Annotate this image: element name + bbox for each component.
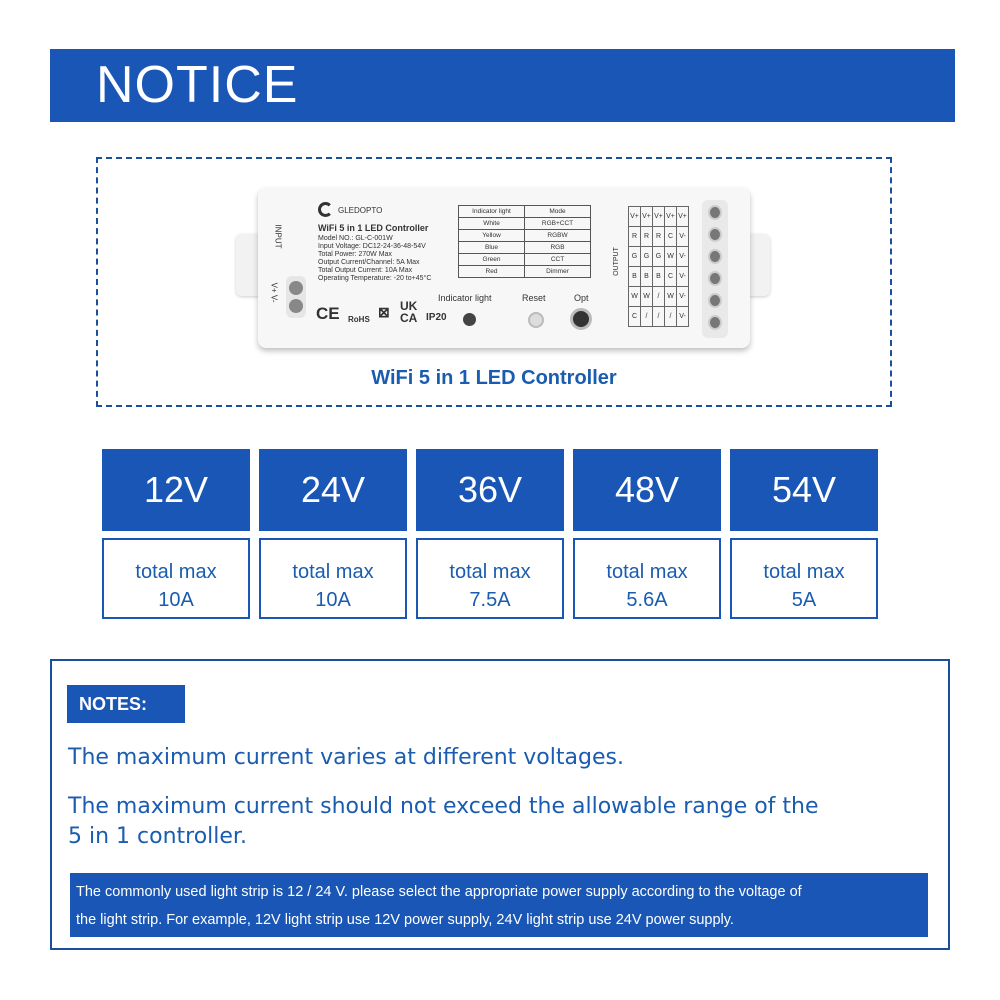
device-spec: Output Current/Channel: 5A Max [318, 259, 420, 266]
current-label: total max [292, 561, 374, 583]
device-spec: Total Output Current: 10A Max [318, 267, 413, 274]
output-cell: W [641, 287, 653, 307]
mode-table-cell: Blue [459, 242, 525, 254]
output-cell: V+ [677, 207, 689, 227]
output-cell: R [653, 227, 665, 247]
input-label: INPUT [273, 224, 283, 249]
device-spec: Model NO.: GL-C-001W [318, 235, 393, 242]
note-line: The maximum current varies at different voltages. [68, 745, 624, 770]
current-label: total max [606, 561, 688, 583]
output-cell: V- [677, 247, 689, 267]
mode-table-cell: RGBW [525, 230, 591, 242]
input-terminal [286, 276, 306, 318]
output-cell: R [641, 227, 653, 247]
output-cell: C [665, 267, 677, 287]
output-cell: W [629, 287, 641, 307]
output-cell: / [641, 307, 653, 327]
output-cell: G [629, 247, 641, 267]
output-cell: R [629, 227, 641, 247]
terminal-screw-icon [708, 205, 722, 220]
terminal-screw-icon [708, 249, 722, 264]
output-cell: B [653, 267, 665, 287]
notes-badge: NOTES: [67, 685, 185, 723]
mode-table-cell: Green [459, 254, 525, 266]
output-cell: G [641, 247, 653, 267]
product-frame [96, 157, 892, 407]
current-value: 7.5A [469, 589, 511, 611]
mode-table-cell: RGB+CCT [525, 218, 591, 230]
device-spec: Operating Temperature: -20 to+45°C [318, 275, 432, 282]
mode-table-cell: Red [459, 266, 525, 278]
voltage-label: 36V [416, 449, 564, 531]
voltage-card [102, 449, 250, 619]
output-cell: C [665, 227, 677, 247]
product-caption: WiFi 5 in 1 LED Controller [371, 367, 617, 389]
output-cell: B [641, 267, 653, 287]
current-box [730, 538, 878, 619]
terminal-screw-icon [708, 293, 722, 308]
mode-table [458, 205, 591, 278]
note-band-line: the light strip. For example, 12V light strip use 12V power supply, 24V light strip use 24V power supply. [76, 912, 734, 928]
reset-button [528, 312, 544, 328]
output-cell: W [665, 287, 677, 307]
terminal-screw-icon [708, 315, 722, 330]
voltage-label: 24V [259, 449, 407, 531]
current-box [416, 538, 564, 619]
output-cell: G [653, 247, 665, 267]
mode-table-cell: Yellow [459, 230, 525, 242]
mode-table-cell: CCT [525, 254, 591, 266]
terminal-screw-icon [289, 281, 303, 295]
indicator-light [463, 313, 476, 326]
led-controller-device [258, 188, 750, 348]
note-band-line: The commonly used light strip is 12 / 24 V. please select the appropriate power supply according to the voltage of [76, 884, 802, 900]
output-cell: V- [677, 287, 689, 307]
ukca-mark-bottom: CA [400, 311, 418, 325]
ce-mark-icon: CE [316, 304, 340, 323]
indicator-light-label: Indicator light [438, 293, 492, 303]
mode-table-header: Indicator light [459, 206, 525, 218]
terminal-screw-icon [708, 227, 722, 242]
device-spec: Total Power: 270W Max [318, 251, 392, 258]
notice-title: NOTICE [96, 56, 299, 114]
mode-table-cell: RGB [525, 242, 591, 254]
output-cell: V- [677, 267, 689, 287]
opt-label: Opt [574, 293, 589, 303]
mode-table-cell: White [459, 218, 525, 230]
ip-rating: IP20 [426, 312, 447, 323]
voltage-label: 54V [730, 449, 878, 531]
output-cell: V+ [665, 207, 677, 227]
terminal-screw-icon [708, 271, 722, 286]
output-cell: C [629, 307, 641, 327]
voltage-card [573, 449, 721, 619]
note-line: 5 in 1 controller. [68, 824, 247, 849]
voltage-label: 12V [102, 449, 250, 531]
mode-table-header: Mode [525, 206, 591, 218]
current-value: 5.6A [626, 589, 668, 611]
device-name: WiFi 5 in 1 LED Controller [318, 223, 429, 233]
output-grid [628, 206, 689, 327]
current-label: total max [135, 561, 217, 583]
output-cell: / [665, 307, 677, 327]
output-cell: W [665, 247, 677, 267]
current-label: total max [763, 561, 845, 583]
vplus-vminus-label: V+ V- [269, 282, 279, 303]
gledopto-logo-icon [318, 202, 333, 217]
reset-label: Reset [522, 293, 546, 303]
output-cell: V+ [641, 207, 653, 227]
output-cell: / [653, 307, 665, 327]
current-box [259, 538, 407, 619]
weee-bin-icon: ⊠ [378, 304, 390, 320]
output-cell: V+ [629, 207, 641, 227]
output-cell: V- [677, 307, 689, 327]
terminal-screw-icon [289, 299, 303, 313]
voltage-card [259, 449, 407, 619]
current-value: 10A [315, 589, 351, 611]
ukca-mark-top: UK [400, 299, 418, 313]
output-cell: V+ [653, 207, 665, 227]
output-cell: / [653, 287, 665, 307]
current-value: 10A [158, 589, 194, 611]
voltage-label: 48V [573, 449, 721, 531]
output-cell: B [629, 267, 641, 287]
note-line: The maximum current should not exceed the allowable range of the [68, 794, 819, 819]
current-label: total max [449, 561, 531, 583]
output-label: OUTPUT [612, 247, 620, 276]
mode-table-cell: Dimmer [525, 266, 591, 278]
current-value: 5A [791, 589, 817, 611]
note-band [70, 873, 928, 937]
device-brand: GLEDOPTO [338, 206, 383, 215]
voltage-card [730, 449, 878, 619]
current-box [102, 538, 250, 619]
notes-frame [50, 659, 950, 950]
device-spec: Input Voltage: DC12-24-36-48-54V [318, 243, 426, 250]
output-cell: V- [677, 227, 689, 247]
voltage-card [416, 449, 564, 619]
current-box [573, 538, 721, 619]
opt-button [570, 308, 592, 330]
rohs-mark-icon: RoHS [348, 315, 370, 324]
notice-banner [50, 49, 955, 122]
